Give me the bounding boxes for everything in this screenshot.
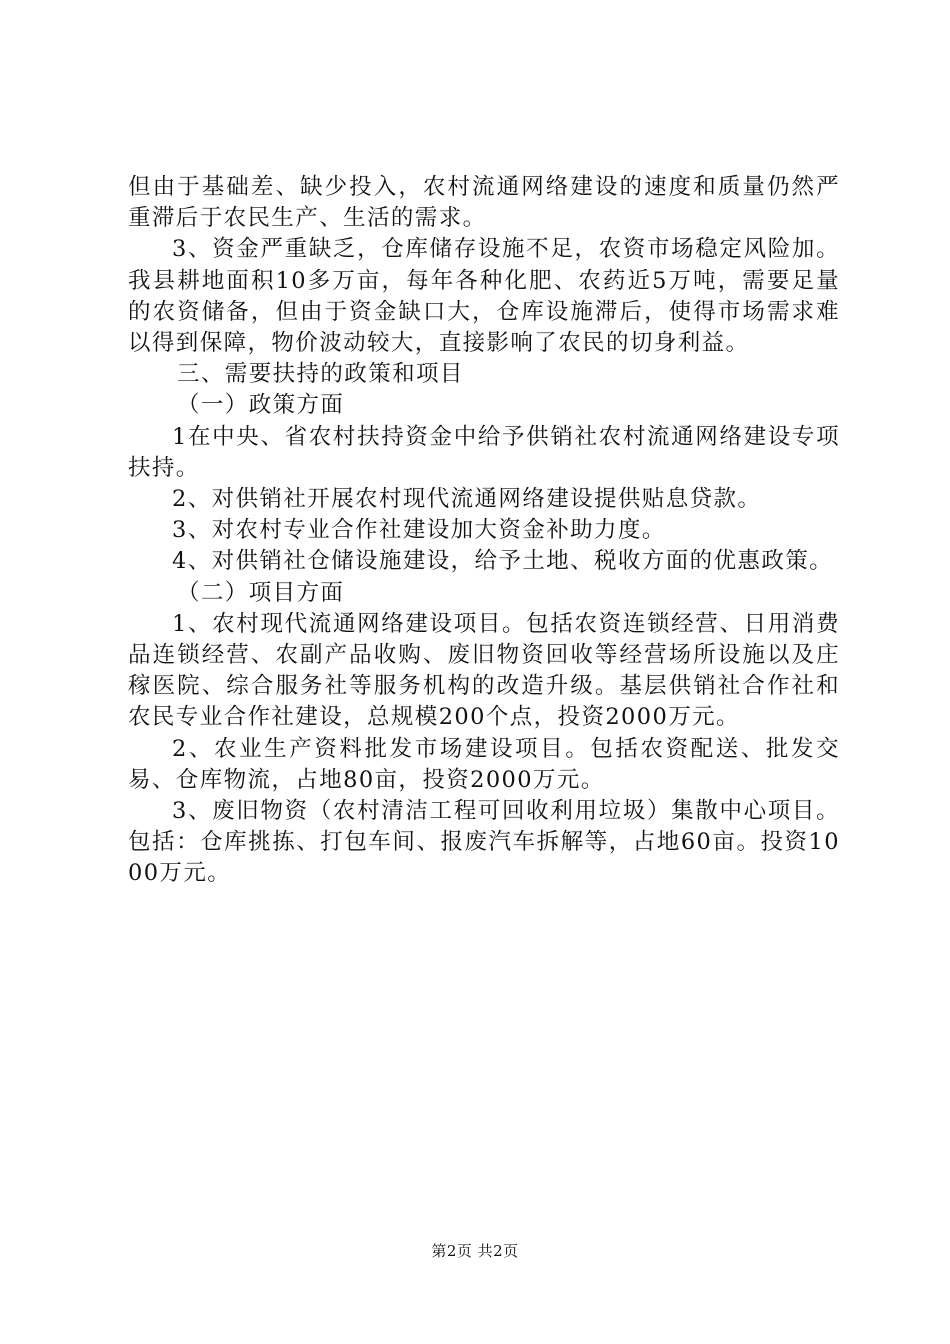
project-item-1: 1、农村现代流通网络建设项目。包括农资连锁经营、日用消费品连锁经营、农副产品收购、废旧物资回收等经营场所设施以及庄稼医院、综合服务社等服务机构的改造升级。基层供销社合作社和农民专业合作社建设，总规模200个点，投资2000万元。 [128, 610, 840, 731]
section-heading-3: 三、需要扶持的政策和项目 [177, 361, 464, 388]
policy-item-2: 2、对供销社开展农村现代流通网络建设提供贴息贷款。 [172, 486, 762, 513]
project-item-2: 2、农业生产资料批发市场建设项目。包括农资配送、批发交易、仓库物流，占地80亩，投资2000万元。 [128, 735, 840, 793]
subsection-heading-projects: （二）项目方面 [177, 579, 345, 606]
document-body [128, 172, 840, 890]
policy-item-4: 4、对供销社仓储设施建设，给予土地、税收方面的优惠政策。 [172, 548, 834, 575]
paragraph-continuation: 但由于基础差、缺少投入，农村流通网络建设的速度和质量仍然严重滞后于农民生产、生活的需求。 [128, 174, 840, 232]
subsection-heading-policy: （一）政策方面 [177, 392, 345, 419]
project-item-3: 3、废旧物资（农村清洁工程可回收利用垃圾）集散中心项目。包括：仓库挑拣、打包车间、报废汽车拆解等，占地60亩。投资1000万元。 [128, 798, 840, 887]
paragraph-issue-3: 3、资金严重缺乏，仓库储存设施不足，农资市场稳定风险加。我县耕地面积10多万亩，每年各种化肥、农药近5万吨，需要足量的农资储备，但由于资金缺口大，仓库设施滞后，使得市场需求难以得到保障，物价波动较大，直接影响了农民的切身利益。 [128, 236, 840, 357]
policy-item-3: 3、对农村专业合作社建设加大资金补助力度。 [172, 517, 666, 544]
page-number-footer: 第2页 共2页 [431, 1242, 519, 1260]
policy-item-1: 1在中央、省农村扶持资金中给予供销社农村流通网络建设专项扶持。 [128, 423, 840, 481]
